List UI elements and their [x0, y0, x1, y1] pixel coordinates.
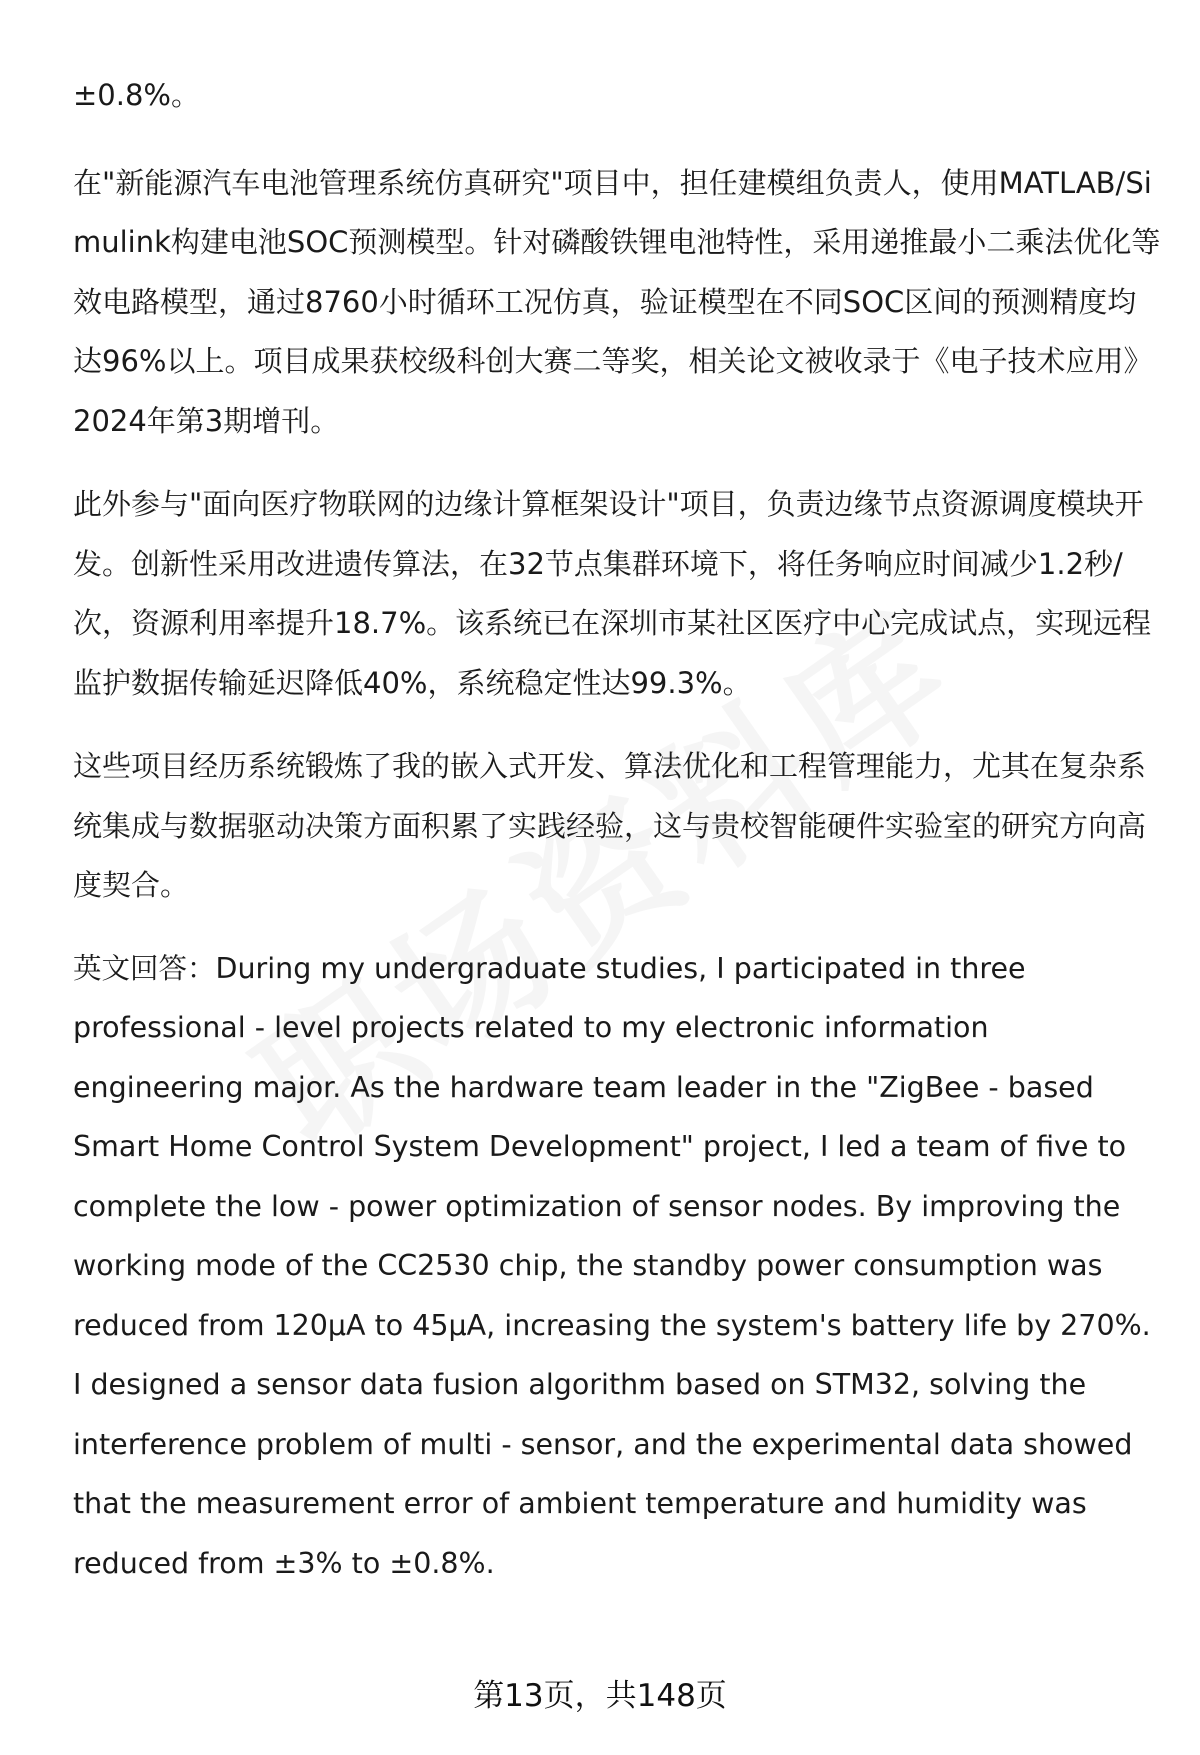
summary-paragraph: 这些项目经历系统锻炼了我的嵌入式开发、算法优化和工程管理能力，尤其在复杂系统集成与数据驱动决策方面积累了实践经验，这与贵校智能硬件实验室的研究方向高度契合。 — [73, 749, 1147, 902]
battery-project-paragraph: 在"新能源汽车电池管理系统仿真研究"项目中，担任建模组负责人，使用MATLAB/Simulink构建电池SOC预测模型。针对磷酸铁锂电池特性，采用递推最小二乘法优化等效电路模型，通过8760小时循环工况仿真，验证模型在不同SOC区间的预测精度均达96%以上。项目成果获校级科创大赛二等奖，相关论文被收录于《电子技术应用》2024年第3期增刊。 — [73, 165, 1161, 438]
english-answer-paragraph: 英文回答：During my undergraduate studies, I participated in three professional - level projects related to my electronic information engineering major. As the hardware team leader in the "ZigBee - based Smart Home Control System Development" project, I led a team of five to complete the low - power optimization of sensor nodes. By improving the working mode of the CC2530 chip, the standby power consumption was reduced from 120μA to 45μA, increasing the system's battery life by 270%. I designed a sensor data fusion algorithm based on STM32, solving the interference problem of multi - sensor, and the experimental data showed that the measurement error of ambient temperature and humidity was reduced from ±3% to ±0.8%. — [73, 951, 1151, 1580]
document-body — [73, 66, 1163, 1593]
continuation-paragraph: ±0.8%。 — [73, 78, 200, 112]
edge-computing-project-paragraph: 此外参与"面向医疗物联网的边缘计算框架设计"项目，负责边缘节点资源调度模块开发。创新性采用改进遗传算法，在32节点集群环境下，将任务响应时间减少1.2秒/次，资源利用率提升18.7%。该系统已在深圳市某社区医疗中心完成试点，实现远程监护数据传输延迟降低40%，系统稳定性达99.3%。 — [73, 487, 1152, 700]
page-indicator: 第13页，共148页 — [473, 1678, 727, 1714]
